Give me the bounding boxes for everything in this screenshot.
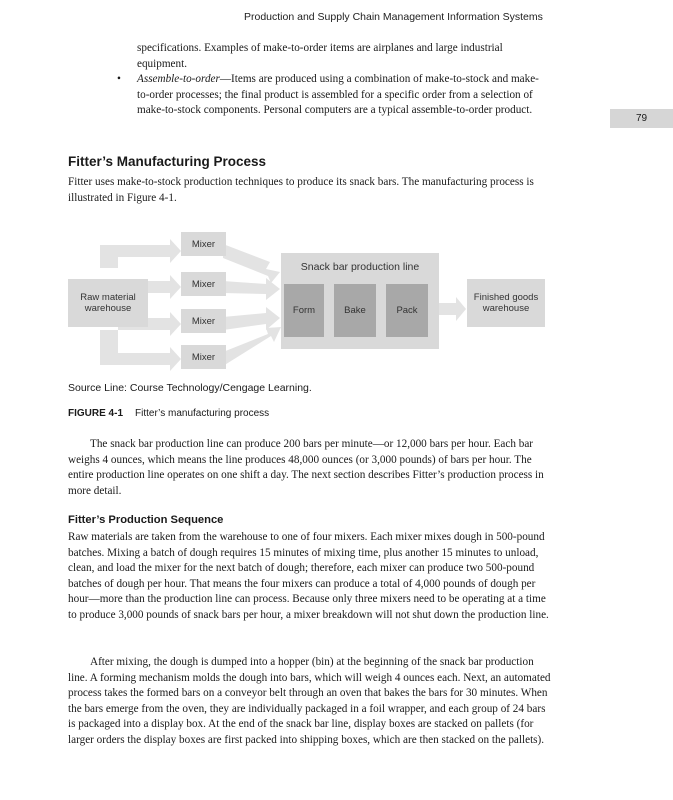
mixer-label: Mixer bbox=[191, 351, 216, 363]
figure-caption bbox=[68, 408, 269, 419]
figure-number: FIGURE 4-1 bbox=[68, 408, 124, 419]
production-line-box bbox=[281, 253, 439, 349]
bullet-text: —Items are produced using a combination of make-to-stock and make-to-order processes; the final product is assembled for a specific order from a selection of make-to-stock components. Personal computers are a typical assemble-to-order product. bbox=[137, 73, 539, 117]
subsection-heading: Fitter’s Production Sequence bbox=[68, 514, 224, 526]
mixer-3 bbox=[181, 309, 226, 333]
section-heading: Fitter’s Manufacturing Process bbox=[68, 154, 267, 169]
raw-material-label: Raw material warehouse bbox=[80, 292, 136, 314]
source-line: Source Line: Course Technology/Cengage Learning. bbox=[68, 382, 312, 394]
flow-arrow bbox=[223, 307, 280, 330]
step-label: Bake bbox=[344, 305, 366, 316]
paragraph-mixers: Raw materials are taken from the warehouse to one of four mixers. Each mixer mixes dough in 500-pound batches. Mixing a batch of dough requires 15 minutes of mixing time, plus another 15 minutes to unload, clean, and load the mixer for the next batch of dough; therefore, each mixer can produce two 500-pound batches of dough per hour. That means the four mixers can produce a total of 4,000 pounds of dough per hour—more than the production line can process. Because only three mixers need to be operating at a time to produce 3,000 pounds of snack bars per hour, a mixer breakdown will not shut down the production line. bbox=[68, 531, 549, 621]
bullet-dot: • bbox=[117, 73, 121, 86]
finished-goods-label: Finished goods warehouse bbox=[473, 292, 539, 314]
flow-arrow bbox=[439, 297, 466, 321]
step-bake bbox=[334, 284, 376, 337]
flow-arrow bbox=[223, 244, 280, 283]
step-label: Form bbox=[292, 305, 316, 316]
bullet-term: Assemble-to-order bbox=[137, 73, 220, 86]
figure-caption-text: Fitter’s manufacturing process bbox=[135, 408, 270, 419]
mixer-1 bbox=[181, 232, 226, 256]
bullet-continuation: specifications. Examples of make-to-order items are airplanes and large industrial equipment. bbox=[137, 42, 503, 70]
finished-goods-warehouse bbox=[467, 279, 545, 327]
step-pack bbox=[386, 284, 428, 337]
mixer-label: Mixer bbox=[191, 278, 216, 290]
paragraph-after-mixing: After mixing, the dough is dumped into a hopper (bin) at the beginning of the snack bar production line. A forming mechanism molds the dough into bars, which will weigh 4 ounces each. Next, an automated process takes the formed bars on a conveyor belt through an oven that bakes the bars for 30 minutes. When the bars emerge from the oven, they are individually packaged in a foil wrapper, and each group of 24 bars is packaged into a display box. At the end of the snack bar line, display boxes are stacked on pallets (for larger orders the display boxes are first packed into shipping boxes, which are then stacked on the pallets). bbox=[68, 656, 551, 746]
intro-paragraph: Fitter uses make-to-stock production techniques to produce its snack bars. The manufacturing process is illustrated in Figure 4-1. bbox=[68, 176, 534, 204]
raw-material-warehouse bbox=[68, 279, 148, 327]
production-line-title: Snack bar production line bbox=[300, 261, 420, 273]
page-number-tab: 79 bbox=[610, 109, 673, 128]
running-head: Production and Supply Chain Management Information Systems bbox=[244, 11, 543, 23]
paragraph-line-rate: The snack bar production line can produce 200 bars per minute—or 12,000 bars per hour. Each bar weighs 4 ounces, which means the line produces 48,000 ounces (or 3,000 pounds) of bars per hour. The entire production line operates on one shift a day. The next section describes Fitter’s production process in more detail. bbox=[68, 438, 544, 497]
flow-arrow bbox=[223, 327, 281, 366]
mixer-label: Mixer bbox=[191, 238, 216, 250]
mixer-4 bbox=[181, 345, 226, 369]
mixer-2 bbox=[181, 272, 226, 296]
step-label: Pack bbox=[396, 305, 418, 316]
step-form bbox=[284, 284, 324, 337]
mixer-label: Mixer bbox=[191, 315, 216, 327]
